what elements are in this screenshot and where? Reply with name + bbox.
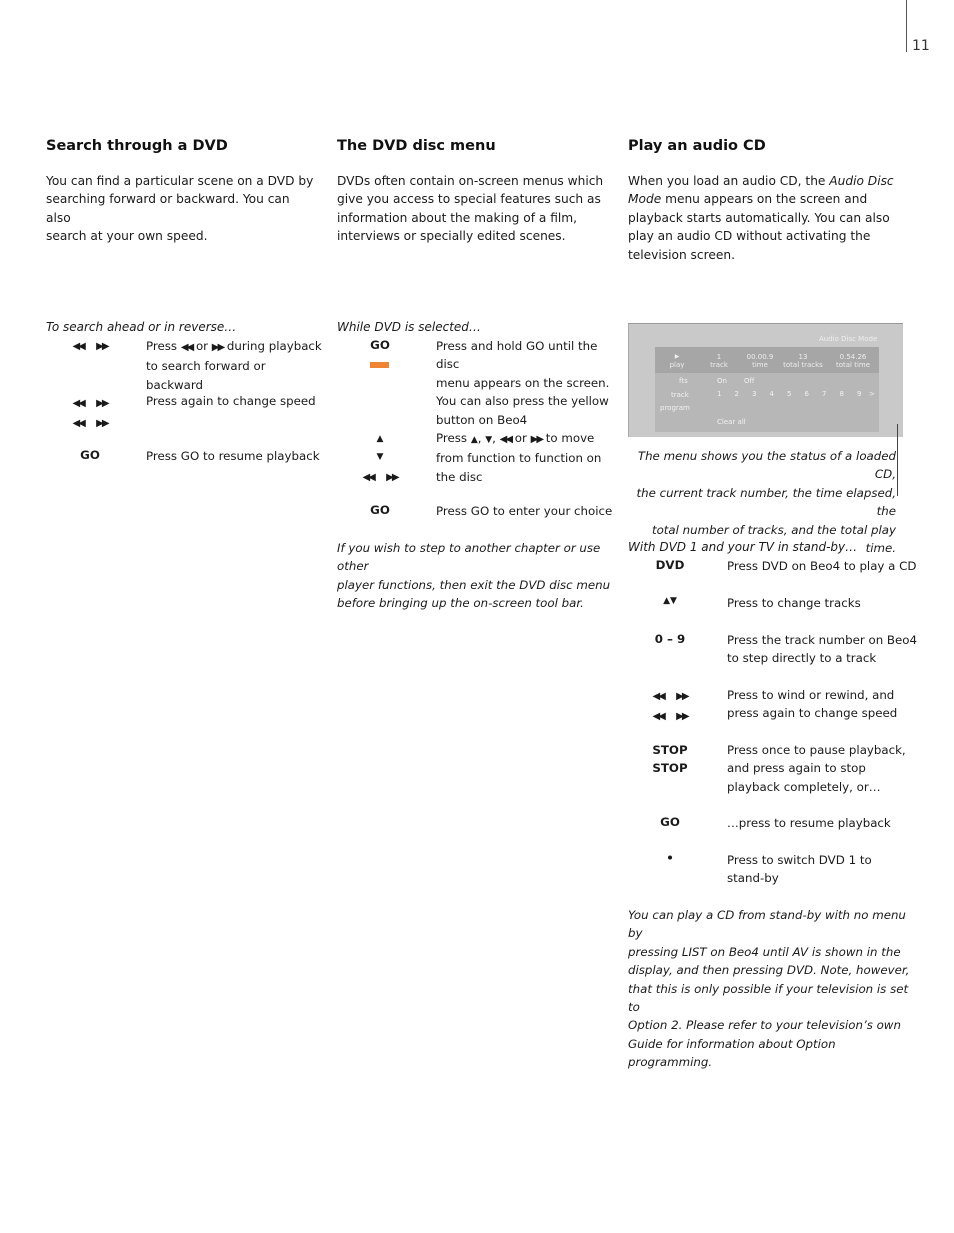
page-rule [906,0,907,52]
go-key: GO [370,338,390,352]
caption-rule [897,424,898,496]
fast-forward-icon: ▶▶ [96,398,108,409]
disc-menu-intro [337,172,609,246]
search-row1-desc: Press ◀◀ or ▶▶ during playback to search forward or backward [146,339,322,392]
screen-track-row-label: track [671,391,689,399]
go-key: GO [370,503,390,517]
screen-caption: The menu shows you the status of a loaded CD, the current track number, the time elapsed, the total number of tracks, and the total play time. [636,449,896,556]
audio-cd-lead: With DVD 1 and your TV in stand-by… [628,540,858,554]
down-arrow-icon: ▼ [670,596,677,606]
screen-clear-all: Clear all [717,418,746,426]
rewind-icon: ◀◀ [72,398,84,409]
fast-forward-icon: ▶▶ [211,342,224,353]
screen-on: On [717,377,727,385]
dvd-desc: Press DVD on Beo4 to play a CD [727,559,917,573]
up-arrow-icon: ▲ [376,434,384,444]
disc-menu-lead: While DVD is selected… [337,320,481,334]
rewind-icon: ◀◀ [180,342,193,353]
intro-line: information about the making of a film, [337,210,578,225]
intro-line: interviews or specially edited scenes. [337,229,566,244]
number-desc: Press the track number on Beo4 to step directly to a track [727,633,917,666]
disc-menu-row3-desc: Press GO to enter your choice [436,504,613,518]
screen-program-label: program [660,404,690,412]
section-title-disc-menu: The DVD disc menu [337,138,496,154]
intro-line: searching forward or backward. You can also [46,192,290,225]
screen-fts-label: fts [679,377,688,385]
wind-desc: Press to wind or rewind, and press again to change speed [727,688,898,721]
tracks-desc: Press to change tracks [727,596,861,610]
screen-track-digits: 1 2 3 4 5 6 7 8 9 > [717,390,875,398]
play-icon: ▶ [674,353,680,360]
screen-total-time: 0.54.26 total time [835,353,871,369]
standby-desc: Press to switch DVD 1 to stand-by [727,853,872,886]
screen-off: Off [744,377,755,385]
rewind-icon: ◀◀ [362,471,374,483]
audio-cd-intro: When you load an audio CD, the Audio Disc Mode menu appears on the screen and playback starts automatically. You can also play an audio CD without activating the television screen. [628,174,894,262]
disc-menu-row2-desc: Press ▲, ▼, ◀◀ or ▶▶ to move from function to function on the disc [436,431,602,484]
intro-line: search at your own speed. [46,229,208,244]
go-key: GO [80,448,100,462]
intro-line: You can find a particular scene on a DVD by [46,174,314,188]
dvd-key: DVD [655,558,685,572]
fast-forward-icon: ▶▶ [96,341,108,352]
screen-play: ▶ play [667,353,687,369]
wind-keys [645,686,695,727]
section-title-audio-cd: Play an audio CD [628,138,766,154]
page-number: 11 [912,38,930,54]
rewind-forward-keys [70,393,110,434]
rewind-icon: ◀◀ [72,341,84,352]
rewind-icon: ◀◀ [652,711,664,723]
rewind-icon: ◀◀ [72,418,84,430]
audio-disc-mode-screen [628,323,903,437]
stop-desc: Press once to pause playback, and press again to stop playback completely, or… [727,743,906,794]
disc-menu-row1-desc: Press and hold GO until the disc menu appears on the screen. You can also press the yellow button on Beo4 [436,339,610,427]
search-lead: To search ahead or in reverse… [46,320,237,334]
fast-forward-icon: ▶▶ [530,434,543,445]
up-arrow-icon: ▲ [663,596,670,606]
down-arrow-icon: ▼ [376,452,384,463]
screen-mode-label: Audio Disc Mode [819,335,878,343]
section-title-search: Search through a DVD [46,138,228,154]
navigation-keys [360,430,400,487]
rewind-forward-keys [70,338,110,352]
standby-key: • [666,851,674,865]
go-key: GO [660,815,680,829]
search-row3-desc: Press GO to resume playback [146,449,320,463]
disc-menu-note: If you wish to step to another chapter or use other player functions, then exit the DVD disc menu before bringing up the on-screen tool bar. [337,541,611,611]
screen-track: 1 track [710,353,728,369]
fast-forward-icon: ▶▶ [386,471,398,483]
down-arrow-icon: ▼ [485,435,493,445]
screen-total-tracks: 13 total tracks [783,353,823,369]
screen-time: 00.00.9 time [746,353,774,369]
intro-line: give you access to special features such as [337,192,601,207]
search-intro [46,172,318,246]
number-keys: 0 – 9 [654,632,686,646]
fast-forward-icon: ▶▶ [676,691,688,702]
go-desc: …press to resume playback [727,816,891,830]
stop-keys: STOP STOP [652,743,688,776]
audio-cd-note: You can play a CD from stand-by with no menu by pressing LIST on Beo4 until AV is shown in the display, and then pressing DVD. Note, however, that this is only possible if your television is set to Option 2. Please refer to your television’s own Guide for information about Option programming. [628,908,910,1070]
up-arrow-icon: ▲ [470,435,478,445]
search-row2-desc: Press again to change speed [146,394,316,408]
rewind-icon: ◀◀ [652,691,664,702]
fast-forward-icon: ▶▶ [96,418,108,430]
intro-line: DVDs often contain on-screen menus which [337,174,604,188]
yellow-button-icon [370,362,389,368]
rewind-icon: ◀◀ [499,434,512,445]
track-keys [645,596,695,606]
fast-forward-icon: ▶▶ [676,711,688,723]
